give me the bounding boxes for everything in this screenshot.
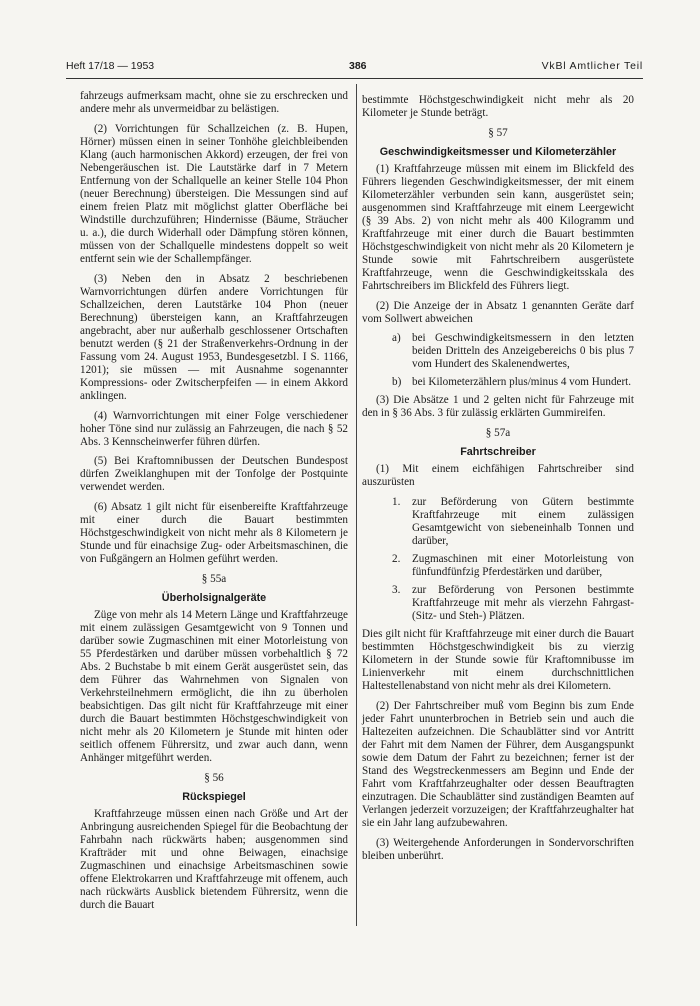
- list-marker: b): [392, 376, 402, 389]
- paragraph: (2) Die Anzeige der in Absatz 1 genannten Geräte darf vom Sollwert abweichen: [362, 299, 634, 325]
- list-item: [392, 496, 634, 548]
- paragraph: (4) Warnvorrichtungen mit einer Folge verschiedener hoher Töne sind nur zulässig an Fahrzeugen, die nach § 52 Abs. 3 Kennscheinwerfer führen dürfen.: [80, 409, 348, 448]
- list-text: zur Beförderung von Gütern bestimmte Kraftfahrzeuge mit einem zulässigen Gesamtgewicht von siebeneinhalb Tonnen und darüber,: [412, 495, 634, 547]
- list-marker: 2.: [392, 552, 401, 565]
- section-number: § 57: [488, 126, 508, 139]
- section-heading: Fahrtschreiber: [460, 446, 536, 459]
- header-rule: [66, 78, 643, 79]
- paragraph: (5) Bei Kraftomnibussen der Deutschen Bundespost dürfen Zweiklanghupen mit der Tonfolge der Postquinte verwendet werden.: [80, 455, 348, 494]
- page-header: [66, 60, 643, 74]
- paragraph: (2) Der Fahrtschreiber muß vom Beginn bis zum Ende jeder Fahrt ununterbrochen in Betrieb sein und auch die Haltezeiten aufzeichnen. Die Schaublätter sind vor Antritt der Fahrt mit dem Namen der Führer, dem Ausgangspunkt sowie dem Datum der Fahrt zu bezeichnen; ferner ist der Stand des Wegstreckenmessers am Beginn und Ende der Fahrt vom Kraftfahrzeughalter oder dessen Beauftragten einzutragen. Die Schaublätter sind zuständigen Beamten auf Verlangen jederzeit vorzuzeigen; der Kraftfahrzeughalter hat sie ein Jahr lang aufzubewahren.: [362, 699, 634, 830]
- list-item: [392, 332, 634, 371]
- list-text: zur Beförderung von Personen bestimmte Kraftfahrzeuge mit mehr als vierzehn Fahrgast- (Sitz- und Steh-) Plätzen.: [412, 584, 634, 623]
- list-item: [392, 553, 634, 579]
- paragraph: (3) Die Absätze 1 und 2 gelten nicht für Fahrzeuge mit den in § 36 Abs. 3 für zulässig erklärten Gummireifen.: [362, 394, 634, 420]
- section-label: VkBl Amtlicher Teil: [541, 60, 643, 72]
- issue-label: Heft 17/18 — 1953: [66, 60, 155, 72]
- paragraph: (3) Neben den in Absatz 2 beschriebenen Warnvorrichtungen dürfen andere Vorrichtungen für Schallzeichen, deren Lautstärke 104 Phon (neuer Berechnung) übersteigen kann, an Kraftfahrzeugen angebracht, aber nur außerhalb geschlossener Ortschaften benutzt werden (§ 21 der Straßenverkehrs-Ordnung in der Fassung vom 24. August 1953, Bundesgesetzbl. I S. 1166, 1201); sie müssen — mit Ausnahme sogenannter Kompressions- oder Zwitscherpfeifen — in einem Akkord anklingen.: [80, 272, 348, 403]
- section-heading: Überholsignalgeräte: [161, 591, 267, 604]
- paragraph: Züge von mehr als 14 Metern Länge und Kraftfahrzeuge mit einem zulässigen Gesamtgewicht von 9 Tonnen und darüber sowie Zugmaschinen mit einer Motorleistung von 55 Pferdestärken und darüber müssen vorbehaltlich § 72 Abs. 2 Buchstabe b mit einem Gerät ausgerüstet sein, das dem Führer das Wahrnehmen von Signalen von Verkehrsteilnehmern ermöglicht, die ihn zu überholen beabsichtigen. Das gilt nicht für Kraftfahrzeuge mit einer durch die Bauart bestimmten Höchstgeschwindigkeit von nicht mehr als 20 Kilometern je Stunde mit hinten oder seitlich offenem Führersitz, und zwar auch dann, wenn Anhänger mitgeführt werden.: [80, 608, 348, 765]
- paragraph: (1) Mit einem eichfähigen Fahrtschreiber sind auszurüsten: [362, 463, 634, 489]
- paragraph: Kraftfahrzeuge müssen einen nach Größe und Art der Anbringung ausreichenden Spiegel für die Beobachtung der Fahrbahn nach rückwärts haben; ausgenommen sind Krafträder mit und ohne Beiwagen, einachsige Zugmaschinen und einachsige Arbeitsmaschinen sowie offene Elektrokarren und Kraftfahrzeuge mit offenem, auch nach rückwärts Ausblick bietendem Führersitz, wenn die durch die Bauart: [80, 807, 348, 912]
- list-text: bei Geschwindigkeitsmessern in den letzten beiden Dritteln des Anzeigebereichs 0 bis plus 7 vom Hundert des Skalenendwertes,: [412, 332, 634, 371]
- paragraph: bestimmte Höchstgeschwindigkeit nicht mehr als 20 Kilometer je Stunde beträgt.: [362, 94, 634, 120]
- paragraph: (6) Absatz 1 gilt nicht für eisenbereifte Kraftfahrzeuge mit einer durch die Bauart bestimmten Höchstgeschwindigkeit von nicht mehr als 8 Kilometern je Stunde und für einachsige Zug- oder Arbeitsmaschinen, die von Fußgängern an Holmen geführt werden.: [80, 500, 348, 566]
- section-heading: Rückspiegel: [182, 790, 246, 803]
- left-column: [80, 90, 348, 919]
- paragraph: (3) Weitergehende Anforderungen in Sondervorschriften bleiben unberührt.: [362, 836, 634, 862]
- section-number: § 57a: [485, 427, 511, 440]
- list-text: bei Kilometerzählern plus/minus 4 vom Hundert.: [412, 376, 632, 389]
- list-marker: 3.: [392, 584, 401, 596]
- paragraph: fahrzeugs aufmerksam macht, ohne sie zu erschrecken und andere mehr als unvermeidbar zu belästigen.: [80, 90, 348, 116]
- section-number: § 55a: [201, 572, 227, 585]
- page-number: 386: [349, 60, 367, 72]
- paragraph: (2) Vorrichtungen für Schallzeichen (z. B. Hupen, Hörner) müssen einen in seiner Tonhöhe gleichbleibenden Klang (auch harmonischen Akkord) erzeugen, der frei von Nebengeräuschen ist. Die Lautstärke darf in 7 Metern Entfernung von der Schallquelle an keiner Stelle 104 Phon (neuer Berechnung) übersteigen. Die Messungen sind auf einem freien Platz mit möglichst glatter Oberfläche bei Windstille durchzuführen; Hindernisse (Bäume, Sträucher u. a.), die durch Widerhall oder Dämpfung stören können, müssen von der Schallquelle mindestens doppelt so weit entfernt sein wie der Schallempfänger.: [80, 122, 348, 266]
- paragraph: (1) Kraftfahrzeuge müssen mit einem im Blickfeld des Führers liegenden Geschwindigkeitsmesser, der mit einem Kilometerzähler verbunden sein kann, ausgerüstet sein; ausgenommen sind Kraftfahrzeuge mit einem Leergewicht (§ 39 Abs. 2) von nicht mehr als 400 Kilogramm und Kraftfahrzeuge mit einer durch die Bauart bestimmten Höchstgeschwindigkeit von nicht mehr als 20 Kilometern je Stunde sowie mit Fahrtschreibern ausgerüstete Kraftfahrzeuge, wenn die Geschwindigkeitsskala des Fahrtschreibers im Blickfeld des Führers liegt.: [362, 162, 634, 293]
- list-marker: 1.: [392, 495, 401, 508]
- right-column: [362, 94, 634, 869]
- column-divider: [356, 84, 357, 926]
- list-item: [392, 584, 634, 623]
- list-marker: a): [392, 332, 401, 345]
- list-item: [392, 376, 634, 389]
- section-heading: Geschwindigkeitsmesser und Kilometerzähler: [379, 145, 617, 158]
- list-text: Zugmaschinen mit einer Motorleistung von fünfundfünfzig Pferdestärken und darüber,: [412, 552, 634, 578]
- paragraph: Dies gilt nicht für Kraftfahrzeuge mit einer durch die Bauart bestimmten Höchstgeschwindigkeit bis zu vierzig Kilometern in der Stunde sowie für Kraftomnibusse im Linienverkehr mit einem durchschnittlichen Haltestellenabstand von nicht mehr als drei Kilometern.: [362, 628, 634, 693]
- section-number: § 56: [204, 771, 224, 784]
